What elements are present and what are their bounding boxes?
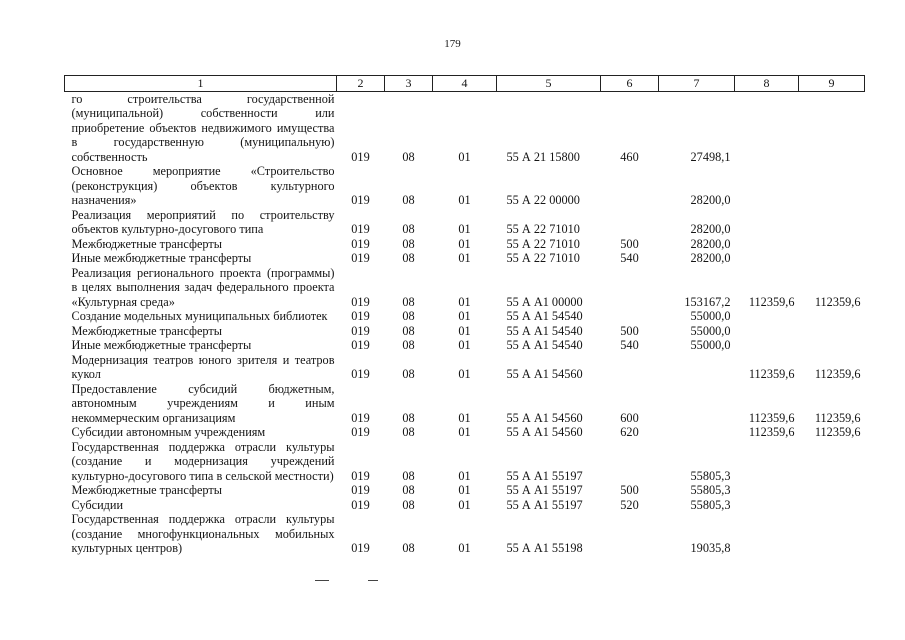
row-amount-col9 — [799, 91, 865, 164]
row-section: 08 — [402, 497, 415, 512]
column-header-8: 8 — [735, 76, 799, 92]
row-amount-col7: 55000,0 — [690, 309, 731, 323]
row-expense-type: 500 — [620, 483, 639, 497]
row-subsection: 01 — [458, 294, 471, 309]
row-amount-col8 — [735, 440, 799, 484]
row-name: Субсидии — [71, 497, 124, 512]
row-amount-col7: 27498,1 — [690, 149, 731, 164]
row-section: 08 — [402, 309, 415, 323]
column-header-5: 5 — [497, 76, 601, 92]
row-name: Иные межбюджетные трансферты — [71, 338, 252, 352]
row-amount-col9: 112359,6 — [814, 367, 861, 381]
row-subsection: 01 — [458, 425, 471, 439]
row-admin-code: 019 — [351, 193, 370, 207]
row-name: Реализация регионального проекта (программы) в целях выполнения задач федерального проекта «Культурная среда» — [71, 265, 335, 309]
row-target-article: 55 А А1 54540 — [506, 338, 583, 352]
row-admin-code: 019 — [351, 236, 370, 251]
table-row — [65, 164, 865, 208]
row-amount-col8 — [735, 164, 799, 208]
row-amount-col7: 28200,0 — [690, 251, 731, 265]
row-target-article: 55 А А1 55198 — [506, 541, 583, 555]
row-amount-col8 — [735, 498, 799, 513]
row-section: 08 — [402, 410, 415, 425]
row-target-article: 55 А А1 54540 — [506, 309, 583, 323]
row-target-article: 55 А А1 00000 — [506, 294, 583, 309]
row-section: 08 — [402, 193, 415, 207]
row-subsection: 01 — [458, 323, 471, 338]
row-amount-col9: 112359,6 — [814, 425, 861, 439]
row-amount-col8: 112359,6 — [748, 294, 795, 309]
row-expense-type — [601, 266, 659, 310]
row-amount-col9 — [799, 440, 865, 484]
row-amount-col7 — [659, 425, 735, 440]
row-amount-col8 — [735, 208, 799, 237]
row-amount-col7 — [659, 353, 735, 382]
row-amount-col9 — [799, 338, 865, 353]
row-amount-col7: 55805,3 — [690, 497, 731, 512]
row-amount-col7: 55805,3 — [690, 483, 731, 497]
row-admin-code: 019 — [351, 338, 370, 352]
table-row — [65, 425, 865, 440]
row-expense-type: 520 — [620, 497, 639, 512]
row-amount-col8 — [735, 91, 799, 164]
row-amount-col7: 55000,0 — [690, 338, 731, 352]
row-amount-col7: 28200,0 — [690, 222, 731, 236]
row-amount-col8 — [735, 512, 799, 556]
row-admin-code: 019 — [351, 222, 370, 236]
row-target-article: 55 А 22 71010 — [506, 222, 580, 236]
row-section: 08 — [402, 468, 415, 483]
table-row — [65, 353, 865, 382]
table-body — [65, 91, 865, 556]
row-subsection: 01 — [458, 222, 471, 236]
row-expense-type: 540 — [620, 251, 639, 265]
row-name: Межбюджетные трансферты — [71, 483, 223, 497]
row-amount-col9 — [799, 251, 865, 266]
row-target-article: 55 А А1 54560 — [506, 367, 583, 381]
row-admin-code: 019 — [351, 309, 370, 323]
row-target-article: 55 А А1 54560 — [506, 425, 583, 439]
row-expense-type: 540 — [620, 338, 639, 352]
row-subsection: 01 — [458, 483, 471, 497]
row-admin-code: 019 — [351, 425, 370, 439]
row-amount-col7: 28200,0 — [690, 236, 731, 251]
column-header-2: 2 — [337, 76, 385, 92]
row-name: го строительства государственной (муниципальной) собственности или приобретение объектов недвижимого имущества в государственную (муниципальную) собственность — [71, 91, 335, 164]
table-row — [65, 483, 865, 498]
table-row — [65, 324, 865, 339]
row-amount-col7: 28200,0 — [690, 193, 731, 207]
row-amount-col7: 19035,8 — [690, 541, 731, 555]
row-name: Межбюджетные трансферты — [71, 236, 223, 251]
scan-dash-right — [368, 580, 378, 581]
row-expense-type: 460 — [620, 149, 639, 164]
table-row — [65, 440, 865, 484]
column-header-3: 3 — [385, 76, 433, 92]
row-name: Иные межбюджетные трансферты — [71, 251, 252, 265]
table-row — [65, 237, 865, 252]
row-target-article: 55 А 21 15800 — [506, 149, 580, 164]
row-target-article: 55 А А1 55197 — [506, 497, 583, 512]
row-amount-col9 — [799, 237, 865, 252]
scan-dash-left — [315, 580, 329, 581]
table-row — [65, 266, 865, 310]
row-amount-col8: 112359,6 — [748, 410, 795, 425]
row-name: Реализация мероприятий по строительству объектов культурно-досугового типа — [71, 207, 335, 236]
table-row — [65, 512, 865, 556]
row-amount-col7: 153167,2 — [684, 294, 731, 309]
row-name: Субсидии автономным учреждениям — [71, 425, 266, 439]
row-name: Создание модельных муниципальных библиотек — [71, 309, 328, 323]
column-header-7: 7 — [659, 76, 735, 92]
row-subsection: 01 — [458, 367, 471, 381]
row-name: Государственная поддержка отрасли культуры (создание многофункциональных мобильных культурных центров) — [71, 512, 335, 555]
row-expense-type — [601, 512, 659, 556]
row-amount-col7 — [659, 382, 735, 426]
row-subsection: 01 — [458, 468, 471, 483]
row-expense-type — [601, 440, 659, 484]
row-amount-col8 — [735, 324, 799, 339]
row-amount-col8 — [735, 483, 799, 498]
row-subsection: 01 — [458, 338, 471, 352]
row-target-article: 55 А 22 71010 — [506, 251, 580, 265]
row-expense-type — [601, 164, 659, 208]
column-header-4: 4 — [433, 76, 497, 92]
row-expense-type: 620 — [620, 425, 639, 439]
row-admin-code: 019 — [351, 251, 370, 265]
row-section: 08 — [402, 541, 415, 555]
row-subsection: 01 — [458, 193, 471, 207]
row-amount-col9 — [799, 498, 865, 513]
row-amount-col8 — [735, 309, 799, 324]
row-amount-col8: 112359,6 — [748, 425, 795, 439]
row-amount-col8 — [735, 338, 799, 353]
row-admin-code: 019 — [351, 367, 370, 381]
row-admin-code: 019 — [351, 468, 370, 483]
row-section: 08 — [402, 251, 415, 265]
row-section: 08 — [402, 323, 415, 338]
table-row — [65, 208, 865, 237]
row-section: 08 — [402, 338, 415, 352]
row-admin-code: 019 — [351, 410, 370, 425]
row-amount-col8 — [735, 237, 799, 252]
row-amount-col8: 112359,6 — [748, 367, 795, 381]
row-amount-col9 — [799, 309, 865, 324]
row-expense-type — [601, 208, 659, 237]
row-amount-col7: 55000,0 — [690, 323, 731, 338]
row-expense-type — [601, 353, 659, 382]
row-target-article: 55 А 22 00000 — [506, 193, 580, 207]
row-subsection: 01 — [458, 236, 471, 251]
table-row — [65, 251, 865, 266]
row-amount-col9: 112359,6 — [814, 294, 861, 309]
column-header-9: 9 — [799, 76, 865, 92]
table-row — [65, 382, 865, 426]
row-amount-col7: 55805,3 — [690, 468, 731, 483]
row-section: 08 — [402, 425, 415, 439]
row-section: 08 — [402, 149, 415, 164]
row-amount-col9 — [799, 208, 865, 237]
row-expense-type: 500 — [620, 323, 639, 338]
row-target-article: 55 А 22 71010 — [506, 236, 580, 251]
table-row — [65, 498, 865, 513]
table-row — [65, 309, 865, 324]
table-row — [65, 338, 865, 353]
row-subsection: 01 — [458, 251, 471, 265]
row-subsection: 01 — [458, 410, 471, 425]
row-subsection: 01 — [458, 309, 471, 323]
row-subsection: 01 — [458, 149, 471, 164]
row-expense-type: 600 — [620, 410, 639, 425]
table-header-row — [65, 76, 865, 92]
row-expense-type — [601, 309, 659, 324]
row-name: Модернизация театров юного зрителя и театров кукол — [71, 352, 335, 381]
table-row — [65, 91, 865, 164]
row-target-article: 55 А А1 55197 — [506, 468, 583, 483]
row-name: Предоставление субсидий бюджетным, автономным учреждениям и иным некоммерческим организациям — [71, 381, 335, 425]
row-section: 08 — [402, 236, 415, 251]
column-header-1: 1 — [65, 76, 337, 92]
row-section: 08 — [402, 483, 415, 497]
row-name: Межбюджетные трансферты — [71, 323, 223, 338]
row-target-article: 55 А А1 55197 — [506, 483, 583, 497]
page-number: 179 — [444, 38, 461, 50]
row-target-article: 55 А А1 54540 — [506, 323, 583, 338]
row-subsection: 01 — [458, 497, 471, 512]
row-admin-code: 019 — [351, 323, 370, 338]
row-admin-code: 019 — [351, 294, 370, 309]
row-admin-code: 019 — [351, 541, 370, 555]
row-name: Государственная поддержка отрасли культуры (создание и модернизация учреждений культурно-досугового типа в сельской местности) — [71, 439, 335, 483]
row-section: 08 — [402, 367, 415, 381]
row-admin-code: 019 — [351, 497, 370, 512]
row-section: 08 — [402, 222, 415, 236]
row-section: 08 — [402, 294, 415, 309]
row-admin-code: 019 — [351, 149, 370, 164]
row-subsection: 01 — [458, 541, 471, 555]
row-amount-col9 — [799, 164, 865, 208]
row-admin-code: 019 — [351, 483, 370, 497]
row-expense-type: 500 — [620, 236, 639, 251]
row-amount-col9 — [799, 324, 865, 339]
row-amount-col9 — [799, 512, 865, 556]
row-target-article: 55 А А1 54560 — [506, 410, 583, 425]
row-amount-col8 — [735, 251, 799, 266]
column-header-6: 6 — [601, 76, 659, 92]
row-amount-col9 — [799, 483, 865, 498]
row-name: Основное мероприятие «Строительство (реконструкция) объектов культурного назначения» — [71, 164, 335, 207]
budget-table — [64, 75, 865, 556]
row-amount-col9: 112359,6 — [814, 410, 861, 425]
